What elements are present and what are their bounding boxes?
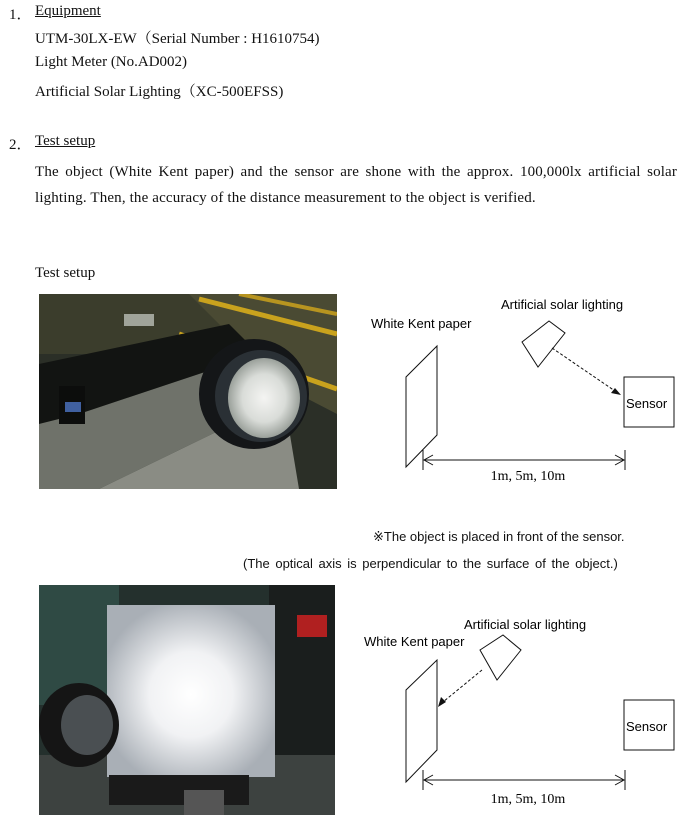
diagram-2-light-shape (480, 635, 521, 680)
diagram-1-paper-label: White Kent paper (371, 316, 472, 331)
diagram-1-light-ray (552, 348, 615, 391)
note-line-2: (The optical axis is perpendicular to the surface of the object.) (243, 556, 618, 571)
diagram-2-ray-arrowhead (438, 697, 446, 707)
setup-diagram-2 (345, 610, 680, 815)
test-setup-photo-2 (39, 585, 335, 815)
section-1-number: 1． (9, 7, 32, 23)
diagram-2-sensor-label: Sensor (626, 719, 668, 734)
note-line-1: ※The object is placed in front of the sensor. (373, 529, 625, 544)
section-1-heading: Equipment (35, 3, 101, 19)
diagram-2-light-ray (443, 670, 482, 702)
diagram-1-distance-label: 1m, 5m, 10m (490, 469, 566, 484)
section-2-heading: Test setup (35, 133, 96, 149)
setup-diagram-1 (345, 290, 680, 490)
test-setup-photo-1 (39, 294, 337, 489)
test-setup-description: The object (White Kent paper) and the sensor are shone with the approx. 100,000lx artificial solar lighting. Then, the accuracy of the distance measurement to the object is verified. (35, 164, 677, 206)
diagram-2-paper-label: White Kent paper (364, 634, 465, 649)
diagram-2-distance-label: 1m, 5m, 10m (490, 792, 566, 807)
section-2-number: 2． (9, 137, 32, 153)
diagram-2-paper-shape (406, 660, 437, 782)
diagram-1-light-label: Artificial solar lighting (501, 297, 624, 312)
diagram-1-light-shape (522, 321, 565, 367)
equipment-item-3: Artificial Solar Lighting（XC-500EFSS) (35, 84, 284, 100)
diagram-1-paper-shape (406, 346, 437, 467)
diagram-2-light-label: Artificial solar lighting (464, 617, 587, 632)
equipment-item-2: Light Meter (No.AD002) (35, 54, 188, 70)
diagram-1-ray-arrowhead (611, 388, 621, 395)
test-setup-subheading: Test setup (35, 265, 96, 281)
equipment-item-1: UTM-30LX-EW（Serial Number : H1610754) (35, 31, 320, 47)
diagram-1-sensor-label: Sensor (626, 396, 668, 411)
